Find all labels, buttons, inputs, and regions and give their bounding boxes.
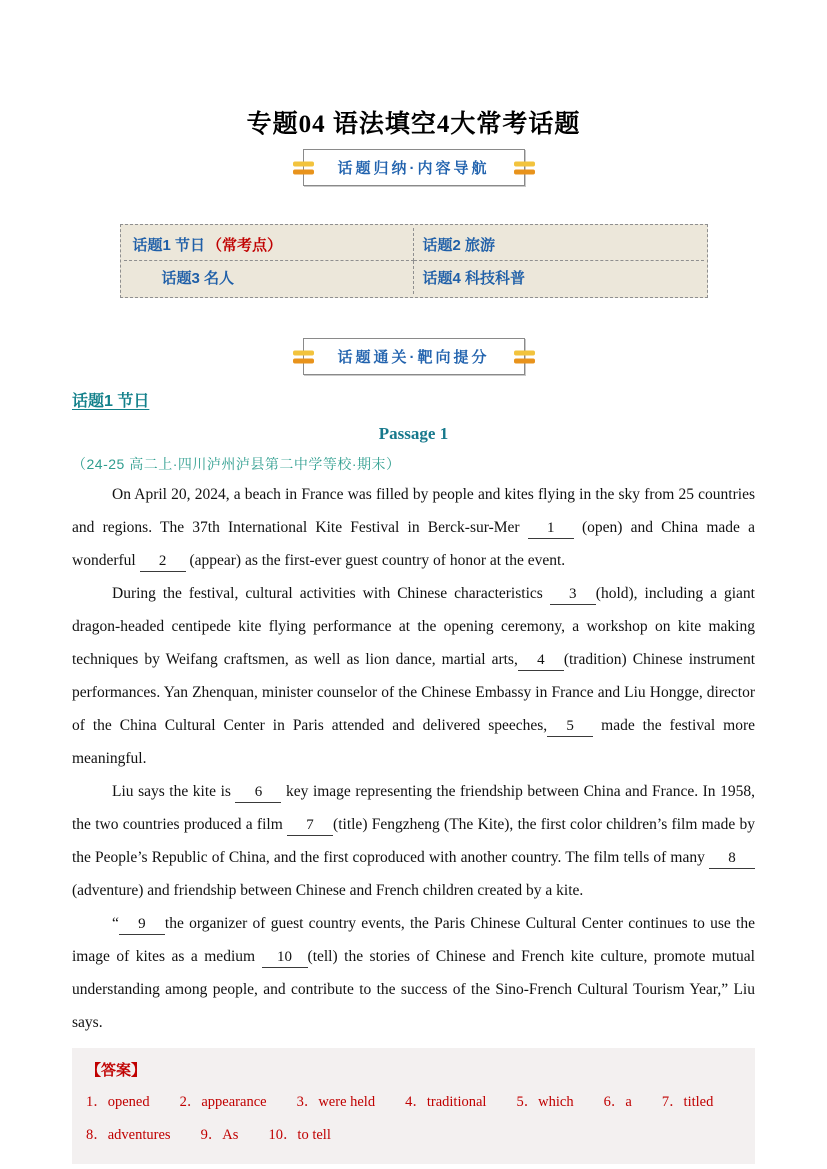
- fill-blank-7[interactable]: 7: [287, 815, 333, 836]
- topic-label: 话题3 名人: [161, 270, 235, 287]
- passage-source: （24-25 高二上·四川泸州泸县第二中学等校·期末）: [72, 456, 401, 472]
- passage-title: Passage 1: [378, 424, 449, 443]
- answer-item: 8．adventures: [86, 1127, 171, 1143]
- banner-nav: [72, 149, 755, 186]
- fill-blank-2[interactable]: 2: [140, 551, 186, 572]
- fill-blank-9[interactable]: 9: [119, 914, 165, 935]
- banner-boost-box: [303, 338, 525, 375]
- passage-body: [72, 478, 755, 1039]
- answer-lines: [86, 1086, 741, 1152]
- answer-item: 2．appearance: [179, 1094, 267, 1110]
- fill-blank-10[interactable]: 10: [262, 947, 308, 968]
- answer-item: 9．As: [200, 1127, 239, 1143]
- topic-cell-science[interactable]: [414, 261, 704, 294]
- ribbon-bars-right-icon: [514, 350, 535, 363]
- fill-blank-6[interactable]: 6: [235, 782, 281, 803]
- answer-item: 1．opened: [86, 1094, 150, 1110]
- answer-line: [86, 1119, 741, 1152]
- fill-blank-4[interactable]: 4: [518, 650, 564, 671]
- topic-cell-travel[interactable]: [414, 228, 704, 261]
- topic-grid: [124, 228, 704, 294]
- ribbon-bars-left-icon: [293, 161, 314, 174]
- topic-label: 话题1 节日: [132, 236, 206, 254]
- banner-boost-label: 话题通关·靶向提分: [337, 349, 490, 366]
- answer-item: 7．titled: [661, 1094, 714, 1110]
- answer-block: [72, 1048, 755, 1164]
- fill-blank-3[interactable]: 3: [550, 584, 596, 605]
- fill-blank-1[interactable]: 1: [528, 518, 574, 539]
- fill-blank-5[interactable]: 5: [547, 716, 593, 737]
- answer-item: 4．traditional: [405, 1094, 487, 1110]
- topic-cell-celebrities[interactable]: [124, 261, 414, 294]
- answer-item: 10．to tell: [268, 1127, 331, 1143]
- passage-paragraph: During the festival, cultural activities with Chinese characteristics 3 (hold), including a giant dragon-headed centipede kite flying performance at the opening ceremony, a workshop on kite making techniques by Weifang craftsmen, as well as lion dance, martial arts, 4 (tradition) Chinese instrument performances. Yan Zhenquan, minister counselor of the Chinese Embassy in France and Liu Hongge, director of the China Cultural Center in Paris attended and delivered speeches, 5 made the festival more meaningful.: [72, 585, 756, 767]
- topic-nav-table: [120, 224, 708, 298]
- banner-nav-label: 话题归纳·内容导航: [337, 160, 490, 177]
- answer-item: 5．which: [516, 1094, 574, 1110]
- answer-line: [86, 1086, 741, 1119]
- passage-paragraph: On April 20, 2024, a beach in France was filled by people and kites flying in the sky from 25 countries and regions. The 37th International Kite Festival in Berck-sur-Mer 1 (open) and China made a wonderful 2 (appear) as the first-ever guest country of honor at the event.: [72, 478, 755, 577]
- answer-item: 3．were held: [296, 1094, 376, 1110]
- topic-label: 话题2 旅游: [422, 236, 496, 254]
- section-heading: 话题1 节日: [72, 393, 150, 410]
- banner-nav-box: [303, 149, 525, 186]
- page-title: 专题04 语法填空4大常考话题: [246, 111, 581, 138]
- ribbon-bars-right-icon: [514, 161, 535, 174]
- passage-paragraph: Liu says the kite is 6 key image representing the friendship between China and France. In 1958, the two countries produced a film 7 (title) Fengzheng (The Kite), the first color children’s film made by the People’s Republic of China, and the first coproduced with another country. The film tells of many 8 (adventure) and friendship between Chinese and French children created by a kite.: [72, 783, 755, 899]
- topic-note: （常考点）: [207, 236, 283, 254]
- banner-boost: [72, 338, 755, 375]
- fill-blank-8[interactable]: 8: [709, 848, 755, 869]
- ribbon-bars-left-icon: [293, 350, 314, 363]
- answer-label: 【答案】: [86, 1062, 147, 1079]
- topic-label: 话题4 科技科普: [422, 270, 526, 287]
- topic-cell-festivals[interactable]: [124, 228, 414, 261]
- answer-item: 6．a: [603, 1094, 632, 1110]
- passage-paragraph: “ 9 the organizer of guest country events, the Paris Chinese Cultural Center continues to use the image of kites as a medium 10 (tell) the stories of Chinese and French kite culture, promote mutual understanding among people, and contribute to the success of the Sino-French Cultural Tourism Year,” Liu says.: [72, 915, 755, 1031]
